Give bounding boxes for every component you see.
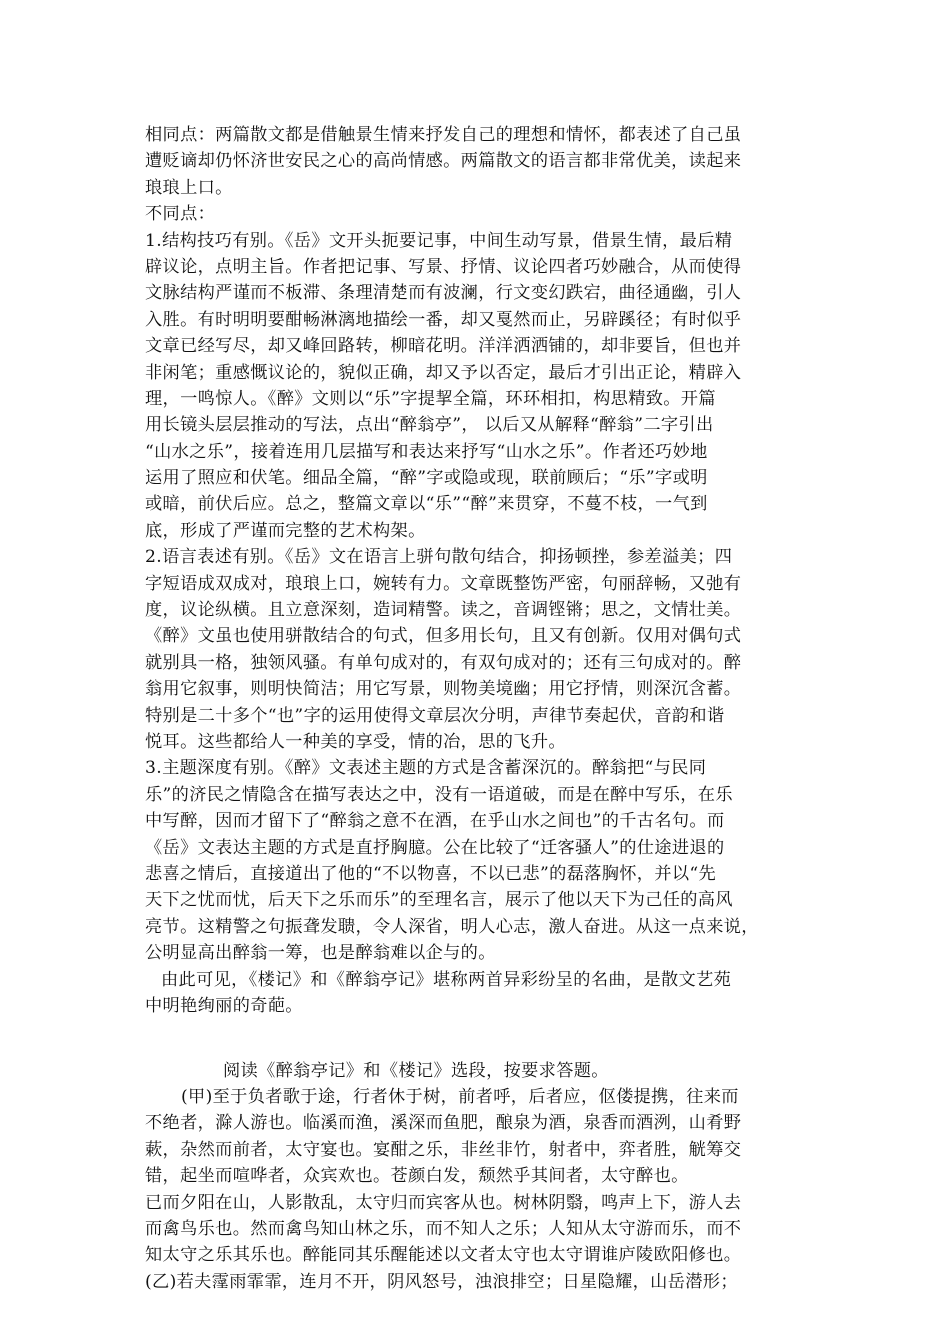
passage-line: (乙)若夫霪雨霏霏，连月不开，阴风怒号，浊浪排空；日星隐耀，山岳潜形； xyxy=(145,1271,738,1292)
text-line: 字短语成双成对，琅琅上口，婉转有力。文章既整饬严密，句丽辞畅，又弛有 xyxy=(145,573,742,594)
reading-section xyxy=(145,1058,810,1296)
text-line: 运用了照应和伏笔。细品全篇，“醉”字或隐或现，联前顾后；“乐”字或明 xyxy=(145,468,708,489)
text-line: 用长镜头层层推动的写法，点出“醉翁亭”， 以后又从解释“醉翁”二字引出 xyxy=(145,415,714,436)
text-line: 公明显高出醉翁一筹，也是醉翁难以企与的。 xyxy=(145,943,496,964)
text-line: 理，一鸣惊人。《醉》文则以“乐”字提挈全篇，环环相扣，构思精致。开篇 xyxy=(145,388,716,409)
text-line: 非闲笔；重感慨议论的，貌似正确，却又予以否定，最后才引出正论，精辟入 xyxy=(145,362,742,383)
text-line: 亮节。这精警之句振聋发聩，令人深省，明人心志，激人奋进。从这一点来说， xyxy=(145,916,759,937)
text-line: 遭贬谪却仍怀济世安民之心的高尚情感。两篇散文的语言都非常优美，读起来 xyxy=(145,151,742,172)
passage-line: 错，起坐而喧哗者，众宾欢也。苍颜白发，颓然乎其间者，太守醉也。 xyxy=(145,1166,689,1187)
passage-line: 不绝者，滁人游也。临溪而渔，溪深而鱼肥，酿泉为酒，泉香而酒洌，山肴野 xyxy=(145,1113,742,1134)
text-line: 或暗，前伏后应。总之，整篇文章以“乐”“醉”来贯穿，不蔓不枝，一气到 xyxy=(145,494,708,515)
text-line: 悦耳。这些都给人一种美的享受，情的冶，思的飞升。 xyxy=(145,731,566,752)
spacer xyxy=(145,1019,810,1045)
text-line: 天下之忧而忧，后天下之乐而乐”的至理名言，展示了他以天下为己任的高风 xyxy=(145,890,733,911)
section-heading: 阅读《醉翁亭记》和《楼记》选段，按要求答题。 xyxy=(223,1060,609,1081)
text-line: 辟议论，点明主旨。作者把记事、写景、抒情、议论四者巧妙融合，从而使得 xyxy=(145,256,742,277)
text-line: 文脉结构严谨而不板滞、条理清楚而有波澜，行文变幻跌宕，曲径通幽，引人 xyxy=(145,283,742,304)
text-line: 2.语言表述有别。《岳》文在语言上骈句散句结合，抑扬顿挫，参差溢美；四 xyxy=(145,547,733,568)
passage-line: 已而夕阳在山，人影散乱，太守归而宾客从也。树林阴翳，鸣声上下，游人去 xyxy=(145,1192,742,1213)
conclusion-line: 由此可见，《楼记》和《醉翁亭记》堪称两首异彩纷呈的名曲，是散文艺苑 xyxy=(161,969,732,990)
text-line: 《岳》文表达主题的方式是直抒胸臆。公在比较了“迁客骚人”的仕途进退的 xyxy=(145,837,725,858)
comparison-section xyxy=(145,122,810,1019)
text-line: 入胜。有时明明要酣畅淋漓地描绘一番，却又戛然而止，另辟蹊径；有时似乎 xyxy=(145,309,742,330)
text-line: 相同点：两篇散文都是借触景生情来抒发自己的理想和情怀，都表述了自己虽 xyxy=(145,125,742,145)
text-line: 乐”的济民之情隐含在描写表达之中，没有一语道破，而是在醉中写乐，在乐 xyxy=(145,784,733,805)
text-line: “山水之乐”，接着连用几层描写和表达来抒写“山水之乐”。作者还巧妙地 xyxy=(145,441,708,462)
text-line: 就别具一格，独领风骚。有单句成对的，有双句成对的；还有三句成对的。醉 xyxy=(145,652,742,673)
spacer xyxy=(145,1046,810,1058)
text-line: 翁用它叙事，则明快简洁；用它写景，则物美境幽；用它抒情，则深沉含蓄。 xyxy=(145,679,742,700)
text-line: 《醉》文虽也使用骈散结合的句式，但多用长句，且又有创新。仅用对偶句式 xyxy=(145,626,742,647)
text-line: 琅琅上口。 xyxy=(145,177,233,198)
text-line: 3.主题深度有别。《醉》文表述主题的方式是含蓄深沉的。醉翁把“与民同 xyxy=(145,758,707,779)
passage-line: (甲)至于负者歌于途，行者休于树，前者呼，后者应，伛偻提携，往来而 xyxy=(181,1087,739,1108)
passage-line: 蔌，杂然而前者，太守宴也。宴酣之乐，非丝非竹，射者中，弈者胜，觥筹交 xyxy=(145,1139,742,1160)
text-line: 中写醉，因而才留下了“醉翁之意不在酒，在乎山水之间也”的千古名句。而 xyxy=(145,811,725,832)
text-line: 不同点： xyxy=(145,204,216,225)
passage-line: 而禽鸟乐也。然而禽鸟知山林之乐，而不知人之乐；人知从太守游而乐，而不 xyxy=(145,1219,742,1240)
passage-line: 知太守之乐其乐也。醉能同其乐醒能述以文者太守也太守谓谁庐陵欧阳修也。 xyxy=(145,1245,742,1266)
text-line: 文章已经写尽，却又峰回路转，柳暗花明。洋洋洒洒铺的，却非要旨，但也并 xyxy=(145,336,742,357)
document-page xyxy=(145,122,810,1295)
text-line: 度，议论纵横。且立意深刻，造词精警。读之，音调铿锵；思之，文情壮美。 xyxy=(145,600,742,621)
text-line: 底，形成了严谨而完整的艺术构架。 xyxy=(145,520,426,541)
conclusion-line: 中明艳绚丽的奇葩。 xyxy=(145,995,303,1016)
text-line: 特别是二十多个“也”字的运用使得文章层次分明，声律节奏起伏，音韵和谐 xyxy=(145,705,725,726)
text-line: 1.结构技巧有别。《岳》文开头扼要记事，中间生动写景，借景生情，最后精 xyxy=(145,230,733,251)
text-line: 悲喜之情后，直接道出了他的“不以物喜，不以已悲”的磊落胸怀，并以“先 xyxy=(145,863,717,884)
